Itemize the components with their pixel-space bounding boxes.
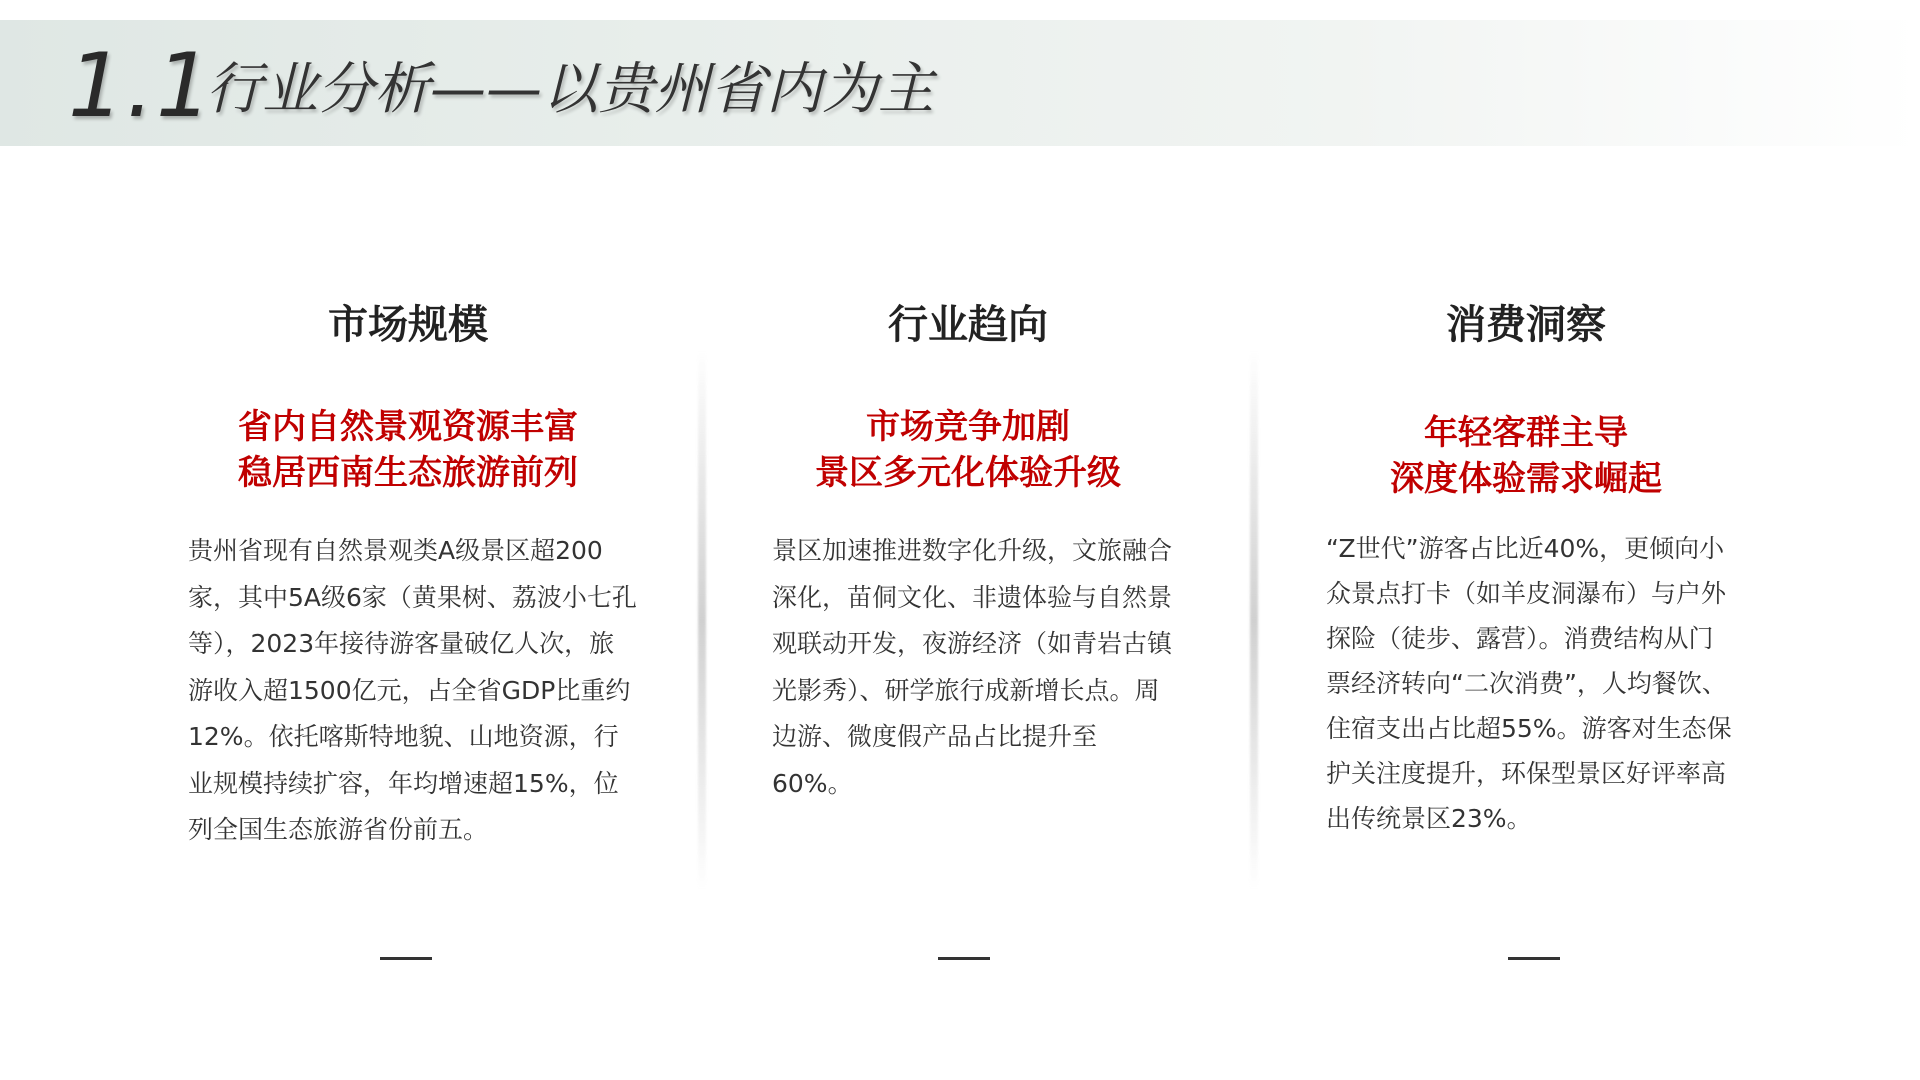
section-number: 1.1	[68, 34, 214, 137]
column-underline	[938, 957, 990, 960]
column-subtitle	[1296, 410, 1756, 502]
column-subtitle	[738, 404, 1198, 496]
column-heading: 行业趋向	[888, 302, 1048, 348]
subtitle-line-2: 深度体验需求崛起	[1390, 459, 1662, 499]
column-underline	[1508, 957, 1560, 960]
column-underline	[380, 957, 432, 960]
column-divider-2	[1250, 350, 1258, 890]
column-heading: 市场规模	[328, 302, 488, 348]
column-body: 贵州省现有自然景观类A级景区超200家，其中5A级6家（黄果树、荔波小七孔等），2023年接待游客量破亿人次，旅游收入超1500亿元，占全省GDP比重约12%。依托喀斯特地貌、山地资源，行业规模持续扩容，年均增速超15%，位列全国生态旅游省份前五。	[188, 536, 637, 844]
subtitle-line-2: 稳居西南生态旅游前列	[238, 453, 578, 493]
column-subtitle	[178, 404, 638, 496]
subtitle-line-1: 市场竞争加剧	[866, 407, 1070, 447]
column-body: 景区加速推进数字化升级，文旅融合深化，苗侗文化、非遗体验与自然景观联动开发，夜游经济（如青岩古镇光影秀）、研学旅行成新增长点。周边游、微度假产品占比提升至60%。	[772, 536, 1173, 798]
subtitle-line-1: 年轻客群主导	[1424, 413, 1628, 453]
subtitle-line-1: 省内自然景观资源丰富	[238, 407, 578, 447]
subtitle-line-2: 景区多元化体验升级	[815, 453, 1121, 493]
page-title: 行业分析——以贵州省内为主	[206, 57, 934, 122]
column-body: “Z世代”游客占比近40%，更倾向小众景点打卡（如羊皮洞瀑布）与户外探险（徒步、露营）。消费结构从门票经济转向“二次消费”，人均餐饮、住宿支出占比超55%。游客对生态保护关注度提升，环保型景区好评率高出传统景区23%。	[1326, 534, 1732, 833]
column-heading: 消费洞察	[1446, 302, 1606, 348]
column-divider-1	[698, 350, 706, 890]
